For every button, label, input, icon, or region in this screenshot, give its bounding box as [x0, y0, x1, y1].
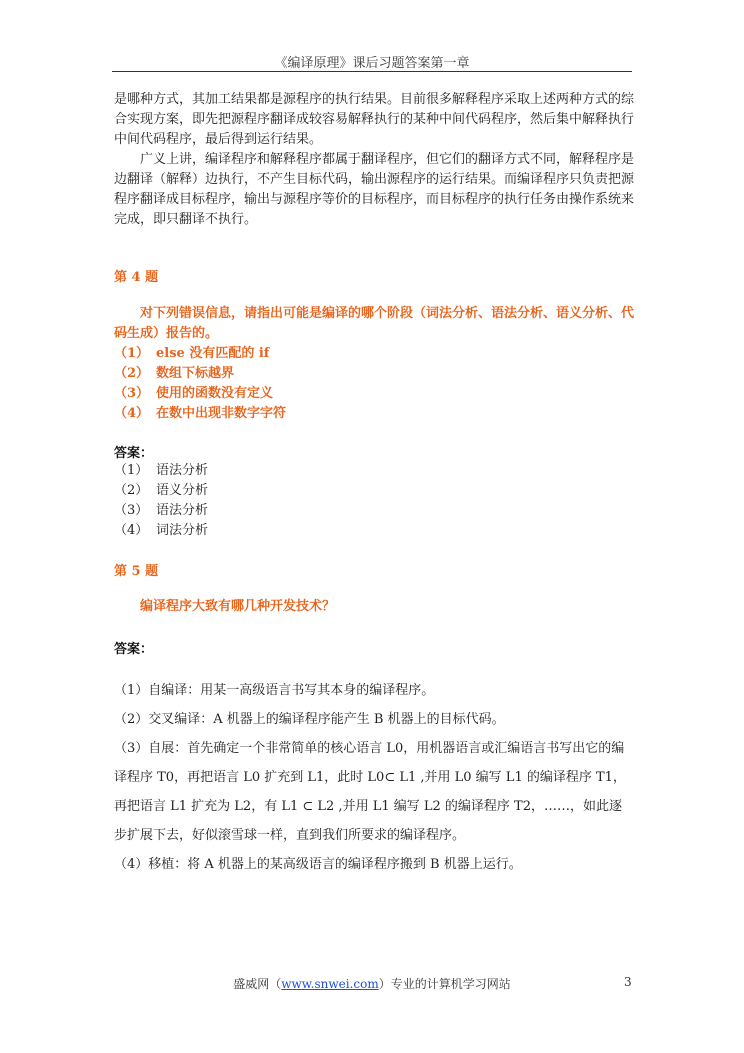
list-item: （2）交叉编译：A 机器上的编译程序能产生 B 机器上的目标代码。: [114, 712, 505, 727]
list-item: （2） 语义分析: [114, 483, 209, 498]
question-4-text: 对下列错误信息，请指出可能是编译的哪个阶段（词法分析、语法分析、语义分析、代码生成）报告的。: [114, 306, 635, 341]
list-item: （3）自展：首先确定一个非常简单的核心语言 L0，用机器语言或汇编语言书写出它的编译程序 T0，再把语言 L0 扩充到 L1，此时 L0⊂ L1 ,并用 L0 编写 L1 的编译程序 T1，再把语言 L1 扩充为 L2，有 L1 ⊂ L2 ,并用 L1 编写 L2 的编译程序 T2，……，如此逐步扩展下去，好似滚雪球一样，直到我们所要求的编译程序。: [114, 741, 626, 843]
question-4-answer-label: 答案：: [114, 446, 154, 461]
intro-section: [114, 90, 634, 230]
list-item: （4） 在数中出现非数字字符: [114, 406, 287, 421]
page-header: 《编译原理》课后习题答案第一章: [274, 56, 470, 71]
header-divider: [112, 71, 632, 72]
list-item: （3） 使用的函数没有定义: [114, 386, 274, 401]
list-item: （4） 词法分析: [114, 523, 209, 538]
page-footer: [112, 975, 632, 992]
list-item: （2） 数组下标越界: [114, 366, 235, 381]
question-5-title: 第 5 题: [114, 564, 159, 579]
list-item: （1） else 没有匹配的 if: [114, 346, 270, 361]
intro-paragraph-2: 广义上讲，编译程序和解释程序都属于翻译程序，但它们的翻译方式不同，解释程序是边翻译（解释）边执行，不产生目标代码，输出源程序的运行结果。而编译程序只负责把源程序翻译成目标程序，输出与源程序等价的目标程序，而目标程序的执行任务由操作系统来完成，即只翻译不执行。: [114, 152, 635, 227]
footer-prefix: 盛威网（: [233, 977, 282, 991]
list-item: （1）自编译：用某一高级语言书写其本身的编译程序。: [114, 683, 435, 698]
question-5-answers: [114, 676, 634, 879]
list-item: （3） 语法分析: [114, 503, 209, 518]
question-4-items: [114, 344, 634, 424]
page-number: 3: [624, 975, 632, 989]
question-5-answer-label: 答案：: [114, 642, 154, 657]
list-item: （1） 语法分析: [114, 463, 209, 478]
question-5-text: 编译程序大致有哪几种开发技术？: [140, 599, 336, 614]
list-item: （4）移植：将 A 机器上的某高级语言的编译程序搬到 B 机器上运行。: [114, 857, 522, 872]
question-4-answers: [114, 461, 634, 541]
intro-paragraph-1: 是哪种方式，其加工结果都是源程序的执行结果。目前很多解释程序采取上述两种方式的综合实现方案，即先把源程序翻译成较容易解释执行的某种中间代码程序，然后集中解释执行中间代码程序，最后得到运行结果。: [114, 92, 635, 147]
footer-suffix: ）专业的计算机学习网站: [378, 977, 511, 991]
website-link[interactable]: www.snwei.com: [281, 977, 379, 991]
question-4-title: 第 4 题: [114, 270, 159, 285]
